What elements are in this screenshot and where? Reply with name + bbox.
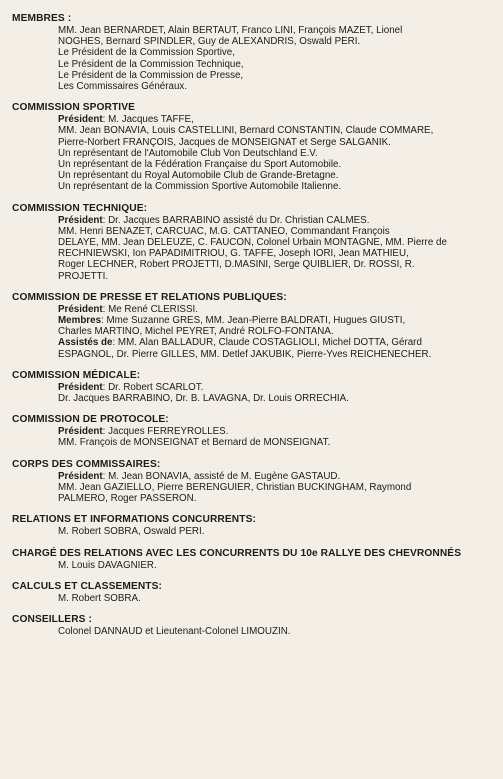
text-line [58, 560, 493, 571]
section-body [12, 114, 493, 192]
text-line [58, 237, 493, 248]
text-line [58, 125, 493, 136]
section-heading: CONSEILLERS : [12, 613, 92, 625]
line-text: PALMERO, Roger PASSERON. [58, 493, 197, 505]
role-label: Assistés de [58, 337, 113, 349]
text-line [58, 47, 493, 58]
line-text: M. Robert SOBRA. [58, 592, 141, 604]
section [12, 101, 493, 192]
text-line [58, 181, 493, 192]
section-heading: CALCULS ET CLASSEMENTS: [12, 580, 163, 592]
line-text: Un représentant de la Fédération Française du Sport Automobile. [58, 159, 342, 171]
line-text: Les Commissaires Généraux. [58, 81, 188, 93]
text-line [58, 81, 493, 92]
section-body [12, 626, 493, 637]
section-heading: MEMBRES : [12, 13, 72, 24]
text-line [58, 70, 493, 81]
line-text: MM. Jean GAZIELLO, Pierre BERENGUIER, Christian BUCKINGHAM, Raymond [58, 481, 412, 493]
section [12, 513, 493, 537]
line-text: Un représentant de l'Automobile Club Von Deutschland E.V. [58, 147, 318, 159]
section-heading: CHARGÉ DES RELATIONS AVEC LES CONCURRENTS DU 10e RALLYE DES CHEVRONNÉS [12, 547, 462, 559]
line-text: MM. Jean BERNARDET, Alain BERTAUT, Franco LINI, François MAZET, Lionel [58, 25, 403, 36]
line-text: NOGHES, Bernard SPINDLER, Guy de ALEXANDRIS, Oswald PERI. [58, 36, 361, 48]
section-body [12, 304, 493, 360]
line-text: : Jacques FERREYROLLES. [102, 426, 229, 438]
text-line [58, 271, 493, 282]
text-line [58, 437, 493, 448]
section [12, 202, 493, 282]
line-text: Le Président de la Commission Technique, [58, 58, 244, 70]
line-text: M. Robert SOBRA, Oswald PERI. [58, 526, 205, 538]
text-line [58, 248, 493, 259]
line-text: MM. François de MONSEIGNAT et Bernard de MONSEIGNAT. [58, 437, 331, 449]
section-heading: COMMISSION MÉDICALE: [12, 369, 141, 381]
text-line [58, 148, 493, 159]
line-text: : Me René CLERISSI. [102, 303, 198, 315]
line-text: Dr. Jacques BARRABINO, Dr. B. LAVAGNA, Dr. Louis ORRECHIA. [58, 393, 349, 405]
line-text: Un représentant du Royal Automobile Club de Grande-Bretagne. [58, 170, 339, 182]
text-line [58, 426, 493, 437]
text-line [58, 215, 493, 226]
text-line [58, 114, 493, 125]
text-line [58, 137, 493, 148]
section-body [12, 593, 493, 604]
line-text: MM. Henri BENAZET, CARCUAC, M.G. CATTANEO, Commandant François [58, 225, 390, 237]
section [12, 458, 493, 505]
role-label: Président [58, 470, 103, 482]
section-body [12, 25, 493, 92]
section-heading: COMMISSION TECHNIQUE: [12, 202, 148, 214]
role-label: Président [58, 381, 103, 393]
section-heading: COMMISSION DE PROTOCOLE: [12, 414, 169, 426]
section [12, 547, 493, 571]
line-text: Le Président de la Commission Sportive, [58, 47, 235, 59]
section-heading: COMMISSION SPORTIVE [12, 102, 136, 114]
text-line [58, 326, 493, 337]
role-label: Président [58, 303, 103, 315]
section [12, 580, 493, 604]
section-heading: COMMISSION DE PRESSE ET RELATIONS PUBLIQUES: [12, 291, 287, 303]
text-line [58, 382, 493, 393]
text-line [58, 170, 493, 181]
text-line [58, 349, 493, 360]
text-line [58, 393, 493, 404]
section [12, 291, 493, 360]
line-text: RECHNIEWSKI, Ion PAPADIMITRIOU, G. TAFFE, Joseph IORI, Jean MATHIEU, [58, 248, 409, 260]
line-text: : M. Jean BONAVIA, assisté de M. Eugène GASTAUD. [102, 470, 341, 482]
role-label: Président [58, 114, 103, 126]
section [12, 613, 493, 637]
text-line [58, 471, 493, 482]
section-body [12, 471, 493, 505]
text-line [58, 159, 493, 170]
section-body [12, 560, 493, 571]
text-line [58, 493, 493, 504]
line-text: : M. Jacques TAFFE, [102, 114, 194, 126]
text-line [58, 304, 493, 315]
text-line [58, 59, 493, 70]
text-line [58, 259, 493, 270]
section [12, 369, 493, 404]
section-body [12, 382, 493, 404]
text-line [58, 337, 493, 348]
line-text: : Mme Suzanne GRES, MM. Jean-Pierre BALDRATI, Hugues GIUSTI, [101, 315, 406, 327]
section-body [12, 215, 493, 282]
text-line [58, 482, 493, 493]
line-text: : MM. Alan BALLADUR, Claude COSTAGLIOLI, Michel DOTTA, Gérard [112, 337, 422, 349]
line-text: M. Louis DAVAGNIER. [58, 559, 157, 571]
section [12, 12, 493, 92]
text-line [58, 626, 493, 637]
role-label: Président [58, 214, 103, 226]
line-text: DELAYE, MM. Jean DELEUZE, C. FAUCON, Colonel Urbain MONTAGNE, MM. Pierre de [58, 237, 447, 249]
text-line [58, 226, 493, 237]
section-heading: RELATIONS ET INFORMATIONS CONCURRENTS: [12, 514, 256, 526]
role-label: Président [58, 426, 103, 438]
line-text: Le Président de la Commission de Presse, [58, 69, 244, 81]
text-line [58, 36, 493, 47]
line-text: ESPAGNOL, Dr. Pierre GILLES, MM. Detlef JAKUBIK, Pierre-Yves REICHENECHER. [58, 348, 432, 360]
text-line [58, 315, 493, 326]
role-label: Membres [58, 315, 102, 327]
line-text: : Dr. Jacques BARRABINO assisté du Dr. Christian CALMES. [102, 214, 370, 226]
line-text: : Dr. Robert SCARLOT. [102, 381, 204, 393]
line-text: Un représentant de la Commission Sportive Automobile Italienne. [58, 181, 342, 193]
line-text: MM. Jean BONAVIA, Louis CASTELLINI, Bernard CONSTANTIN, Claude COMMARE, [58, 125, 434, 137]
section-body [12, 526, 493, 537]
line-text: Colonel DANNAUD et Lieutenant-Colonel LIMOUZIN. [58, 625, 291, 637]
section-heading: CORPS DES COMMISSAIRES: [12, 458, 161, 470]
section [12, 413, 493, 448]
text-line [58, 526, 493, 537]
line-text: Charles MARTINO, Michel PEYRET, André ROLFO-FONTANA. [58, 326, 334, 338]
text-line [58, 593, 493, 604]
text-line [58, 25, 493, 36]
line-text: PROJETTI. [58, 270, 109, 282]
section-body [12, 426, 493, 448]
line-text: Pierre-Norbert FRANÇOIS, Jacques de MONSEIGNAT et Serge SALGANIK. [58, 136, 391, 148]
line-text: Roger LECHNER, Robert PROJETTI, D.MASINI, Serge QUIBLIER, Dr. ROSSI, R. [58, 259, 415, 271]
